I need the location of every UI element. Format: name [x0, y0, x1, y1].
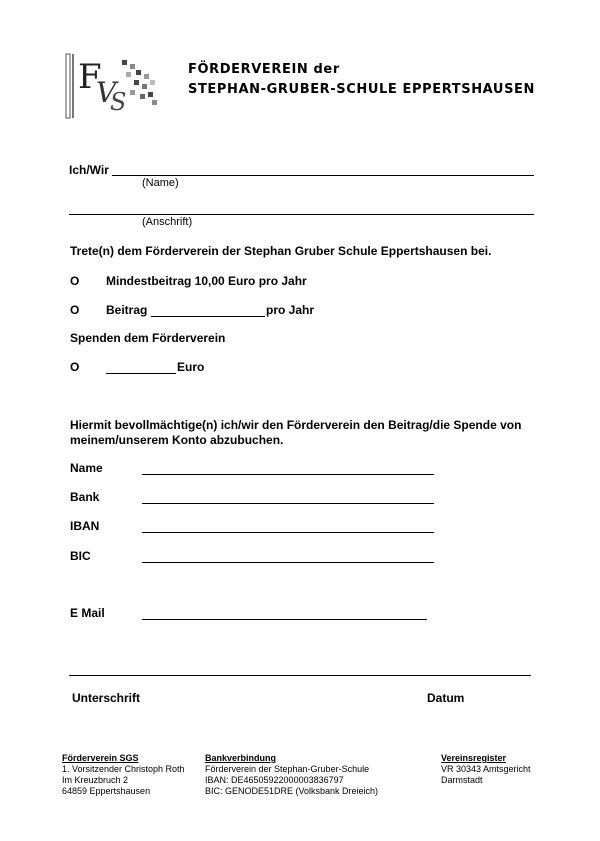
signature-label: Unterschrift	[72, 691, 141, 705]
footer-register-line: VR 30343 Amtsgericht	[441, 764, 531, 774]
email-label: E Mail	[70, 606, 105, 620]
bank-field-bank-line[interactable]	[142, 503, 434, 504]
footer-bank-line: Förderverein der Stephan-Gruber-Schule	[205, 764, 370, 774]
bank-field-iban-label: IBAN	[70, 519, 100, 533]
footer-org-line: 1. Vorsitzender Christoph Roth	[62, 764, 185, 774]
name-input-line[interactable]	[112, 175, 534, 176]
org-title-line2: STEPHAN-GRUBER-SCHULE EPPERTSHAUSEN	[188, 82, 536, 97]
logo-letter-s: S	[110, 88, 127, 116]
footer-org	[62, 753, 185, 797]
bank-field-iban-line[interactable]	[142, 532, 434, 533]
footer-org-line: Im Kreuzbruch 2	[62, 775, 129, 785]
logo-letter-v: V	[96, 76, 117, 109]
ich-wir-label: Ich/Wir	[69, 163, 109, 177]
bank-field-bic-label: BIC	[70, 549, 91, 563]
logo-pixel-squares	[122, 60, 157, 105]
name-hint: (Name)	[142, 177, 179, 189]
bank-field-bic-line[interactable]	[142, 562, 434, 563]
footer-bank-line: IBAN: DE46505922000003836797	[205, 775, 344, 785]
fee-amount-line[interactable]	[151, 316, 265, 317]
footer-org-line: 64859 Eppertshausen	[62, 786, 151, 796]
email-input-line[interactable]	[142, 619, 427, 620]
footer-bank-line: BIC: GENODE51DRE (Volksbank Dreieich)	[205, 786, 379, 796]
euro-label: Euro	[177, 360, 205, 374]
join-statement: Trete(n) dem Förderverein der Stephan Gruber Schule Eppertshausen bei.	[70, 244, 492, 258]
signature-line[interactable]	[69, 675, 531, 676]
fee-label: Beitrag	[106, 303, 148, 317]
fvs-logo	[64, 50, 164, 122]
date-label: Datum	[427, 691, 465, 705]
logo-frame-left	[66, 54, 70, 118]
logo-letter-f: F	[78, 57, 102, 97]
address-hint: (Anschrift)	[142, 216, 193, 228]
footer-register-line: Darmstadt	[441, 775, 483, 785]
address-input-line[interactable]	[69, 214, 534, 215]
fee-suffix: pro Jahr	[266, 303, 315, 317]
bank-field-bank-label: Bank	[70, 490, 100, 504]
min-fee-label: Mindestbeitrag 10,00 Euro pro Jahr	[106, 274, 307, 288]
option-min-fee-checkbox[interactable]: O	[70, 274, 80, 288]
footer-register-heading: Vereinsregister	[441, 753, 507, 763]
donation-amount-line[interactable]	[106, 373, 176, 374]
option-donation-checkbox[interactable]: O	[70, 360, 80, 374]
footer-register	[441, 753, 531, 786]
logo-frame-bar	[72, 54, 74, 118]
authorization-line1: Hiermit bevollmächtige(n) ich/wir den Förderverein den Beitrag/die Spende von	[70, 418, 522, 432]
option-custom-fee-checkbox[interactable]: O	[70, 303, 80, 317]
footer-bank-heading: Bankverbindung	[205, 753, 277, 763]
bank-field-name-line[interactable]	[142, 474, 434, 475]
donations-heading: Spenden dem Förderverein	[70, 331, 226, 345]
org-title-line1: FÖRDERVEREIN der	[188, 62, 340, 77]
bank-field-name-label: Name	[70, 461, 103, 475]
footer-org-heading: Förderverein SGS	[62, 753, 139, 763]
footer-bank	[205, 753, 378, 797]
authorization-line2: meinem/unserem Konto abzubuchen.	[70, 433, 284, 447]
